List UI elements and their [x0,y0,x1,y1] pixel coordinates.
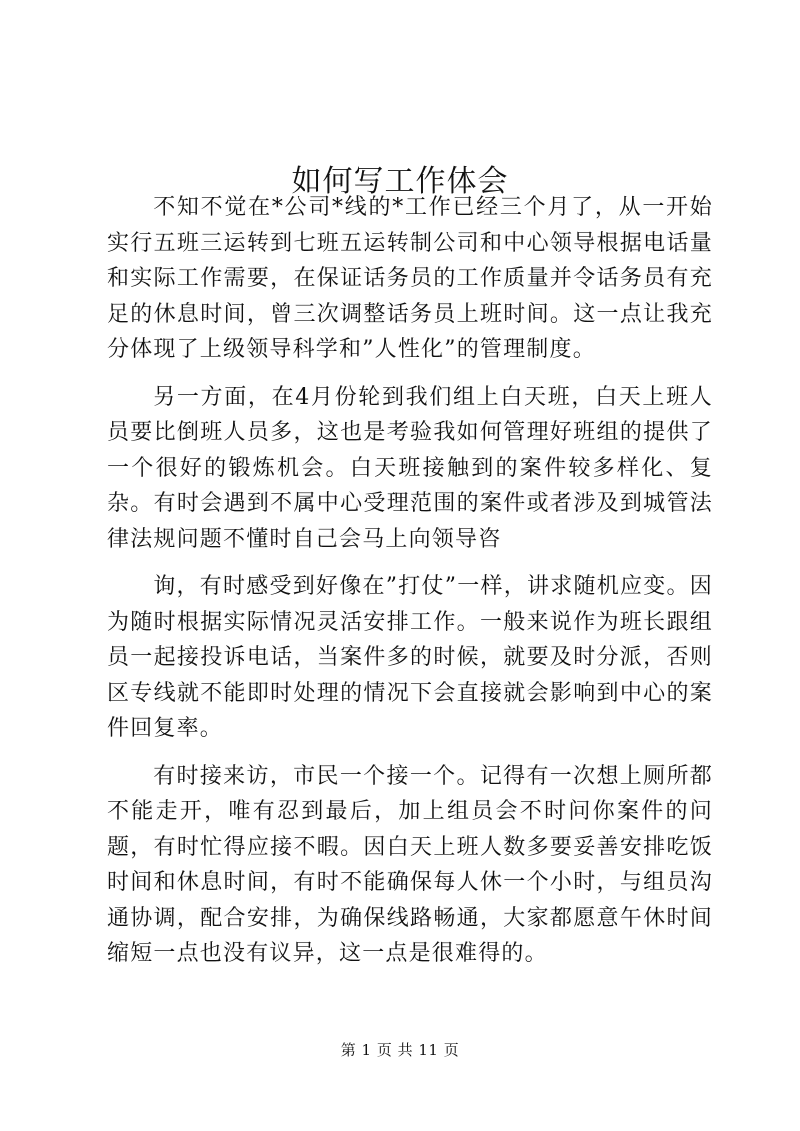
paragraph: 不知不觉在*公司*线的*工作已经三个月了，从一开始实行五班三运转到七班五运转制公司和中心领导根据电话量和实际工作需要，在保证话务员的工作质量并令话务员有充足的休息时间，曾三次调整话务员上班时间。这一点让我充分体现了上级领导科学和”人性化”的管理制度。 [107,195,713,362]
page-footer: 第 1 页 共 11 页 [340,1041,460,1059]
paragraph: 另一方面，在4月份轮到我们组上白天班，白天上班人员要比倒班人员多，这也是考验我如何管理好班组的提供了一个很好的锻炼机会。白天班接触到的案件较多样化、复杂。有时会遇到不属中心受理范围的案件或者涉及到城管法律法规问题不懂时自己会马上向领导咨 [107,384,713,552]
paragraph: 有时接来访，市民一个接一个。记得有一次想上厕所都不能走开，唯有忍到最后，加上组员会不时问你案件的问题，有时忙得应接不暇。因白天上班人数多要妥善安排吃饭时间和休息时间，有时不能确保每人休一个小时，与组员沟通协调，配合安排，为确保线路畅通，大家都愿意午休时间缩短一点也没有议异，这一点是很难得的。 [107,763,713,966]
document-title: 如何写工作体会 [291,164,509,200]
paragraph: 询，有时感受到好像在”打仗”一样，讲求随机应变。因为随时根据实际情况灵活安排工作。一般来说作为班长跟组员一起接投诉电话，当案件多的时候，就要及时分派，否则区专线就不能即时处理的情况下会直接就会影响到中心的案件回复率。 [107,574,713,741]
document-body [107,190,713,984]
